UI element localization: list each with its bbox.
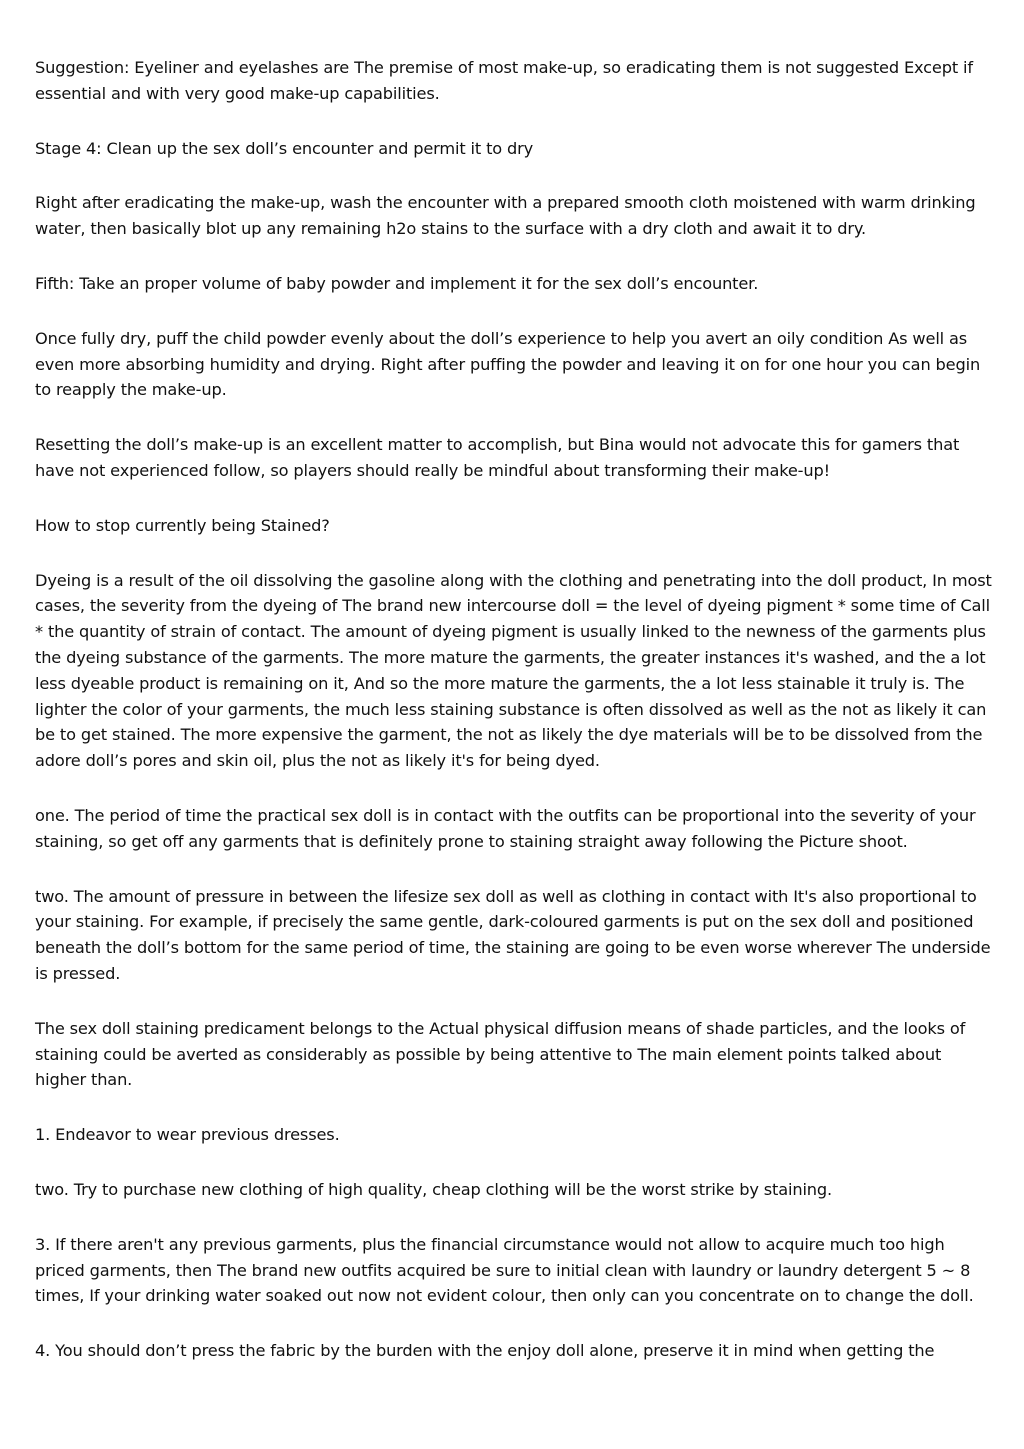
paragraph-point-two-pressure: two. The amount of pressure in between the lifesize sex doll as well as clothing in contact with It's also proportional to your staining. For example, if precisely the same gentle, dark-coloured garments is put on the sex doll and positioned beneath the doll’s bottom for the same period of time, the staining are going to be even worse wherever The underside is pressed. xyxy=(35,886,991,983)
paragraph-list-item-4: 4. You should don’t press the fabric by the burden with the enjoy doll alone, preserve it in mind when getting the xyxy=(35,1341,935,1361)
paragraph-list-item-2: two. Try to purchase new clothing of high quality, cheap clothing will be the worst strike by staining. xyxy=(35,1179,833,1199)
paragraph-stage-4-heading: Stage 4: Clean up the sex doll’s encounter and permit it to dry xyxy=(35,138,534,158)
paragraph-puff-powder: Once fully dry, puff the child powder evenly about the doll’s experience to help you avert an oily condition As well as even more absorbing humidity and drying. Right after puffing the powder and leaving it on for one hour you can begin to reapply the make-up. xyxy=(35,328,981,400)
paragraph-staining-diffusion: The sex doll staining predicament belongs to the Actual physical diffusion means of shade particles, and the looks of staining could be averted as considerably as possible by being attentive to The main element points talked about higher than. xyxy=(35,1018,966,1090)
paragraph-dyeing-explanation: Dyeing is a result of the oil dissolving the gasoline along with the clothing and penetrating into the doll product, In most cases, the severity from the dyeing of The brand new intercourse doll = the level of dyeing pigment * some time of Call * the quantity of strain of contact. The amount of dyeing pigment is usually linked to the newness of the garments plus the dyeing substance of the garments. The more mature the garments, the greater instances it's washed, and the a lot less dyeable product is remaining on it, And so the more mature the garments, the a lot less stainable it truly is. The lighter the color of your garments, the much less staining substance is often dissolved as well as the not as likely it can be to get stained. The more expensive the garment, the not as likely the dye materials will be to be dissolved from the adore doll’s pores and skin oil, plus the not as likely it's for being dyed. xyxy=(35,570,992,771)
paragraph-wash-face: Right after eradicating the make-up, wash the encounter with a prepared smooth cloth moistened with warm drinking water, then basically blot up any remaining h2o stains to the surface with a dry cloth and await it to dry. xyxy=(35,193,976,239)
paragraph-resetting-makeup: Resetting the doll’s make-up is an excellent matter to accomplish, but Bina would not advocate this for gamers that have not experienced follow, so players should really be mindful about transforming their make-up! xyxy=(35,435,960,480)
document-body xyxy=(35,55,993,1393)
paragraph-how-to-stop-stained-heading: How to stop currently being Stained? xyxy=(35,515,330,535)
paragraph-list-item-3: 3. If there aren't any previous garments, plus the financial circumstance would not allow to acquire much too high priced garments, then The brand new outfits acquired be sure to initial clean with laundry or laundry detergent 5 ~ 8 times, If your drinking water soaked out now not evident colour, then only can you concentrate on to change the doll. xyxy=(35,1234,974,1306)
paragraph-point-one-contact-time: one. The period of time the practical sex doll is in contact with the outfits can be proportional into the severity of your staining, so get off any garments that is definitely prone to staining straight away following the Picture shoot. xyxy=(35,805,976,851)
paragraph-suggestion-eyeliner: Suggestion: Eyeliner and eyelashes are The premise of most make-up, so eradicating them is not suggested Except if essential and with very good make-up capabilities. xyxy=(35,58,973,103)
paragraph-fifth-baby-powder: Fifth: Take an proper volume of baby powder and implement it for the sex doll’s encounter. xyxy=(35,273,759,293)
paragraph-list-item-1: 1. Endeavor to wear previous dresses. xyxy=(35,1125,340,1145)
